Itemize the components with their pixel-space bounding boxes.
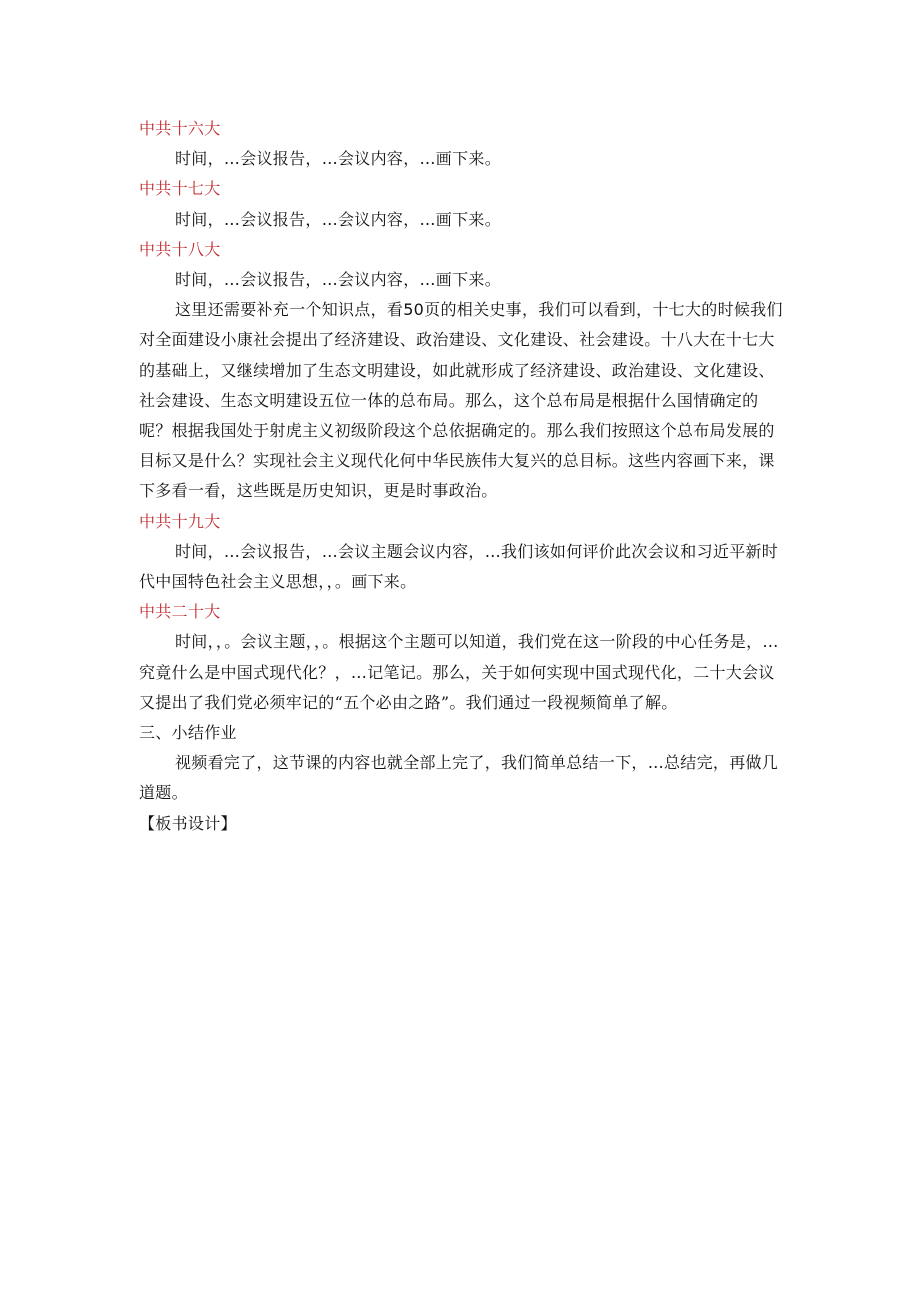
section-text-18: 时间，…会议报告，…会议内容，…画下来。 xyxy=(175,270,502,290)
board-design-heading: 【板书设计】 xyxy=(139,813,237,833)
supplement-text-start: 这里还需要补充一个知识点，看 xyxy=(175,300,404,320)
section-heading-16: 中共十六大 xyxy=(139,119,221,138)
page-number: 50 xyxy=(403,300,425,320)
lesson-content xyxy=(139,114,789,839)
section-text-20: 时间，，。会议主题，，。根据这个主题可以知道，我们党在这一阶段的中心任务是，…究竟什么是中国式现代化？，…记笔记。那么，关于如何实现中国式现代化，二十大会议又提出了我们党必须牢记的“五个必由之路”。我们通过一段视频简单了解。 xyxy=(139,632,779,712)
section-text-19: 时间，…会议报告，…会议主题会议内容，…我们该如何评价此次会议和习近平新时代中国特色社会主义思想，，。画下来。 xyxy=(139,541,779,592)
section-text-17: 时间，…会议报告，…会议内容，…画下来。 xyxy=(175,209,502,229)
section-text-16: 时间，…会议报告，…会议内容，…画下来。 xyxy=(175,149,502,169)
section-heading-20: 中共二十大 xyxy=(139,602,221,622)
summary-heading: 三、小结作业 xyxy=(139,723,237,743)
section-heading-17: 中共十七大 xyxy=(139,179,221,199)
supplement-paragraph xyxy=(139,295,789,506)
section-heading-18: 中共十八大 xyxy=(139,239,221,259)
supplement-text-rest: 页的相关史事，我们可以看到，十七大的时候我们对全面建设小康社会提出了经济建设、政治建设、文化建设、社会建设。十八大在十七大的基础上，又继续增加了生态文明建设，如此就形成了经济建设、政治建设、文化建设、社会建设、生态文明建设五位一体的总布局。那么，这个总布局是根据什么国情确定的呢？根据我国处于射虎主义初级阶段这个总依据确定的。那么我们按照这个总布局发展的目标又是什么？实现社会主义现代化何中华民族伟大复兴的总目标。这些内容画下来，课下多看一看，这些既是历史知识，更是时事政治。 xyxy=(139,300,783,501)
summary-text: 视频看完了，这节课的内容也就全部上完了，我们简单总结一下，…总结完，再做几道题。 xyxy=(139,753,779,803)
section-heading-19: 中共十九大 xyxy=(139,511,221,531)
